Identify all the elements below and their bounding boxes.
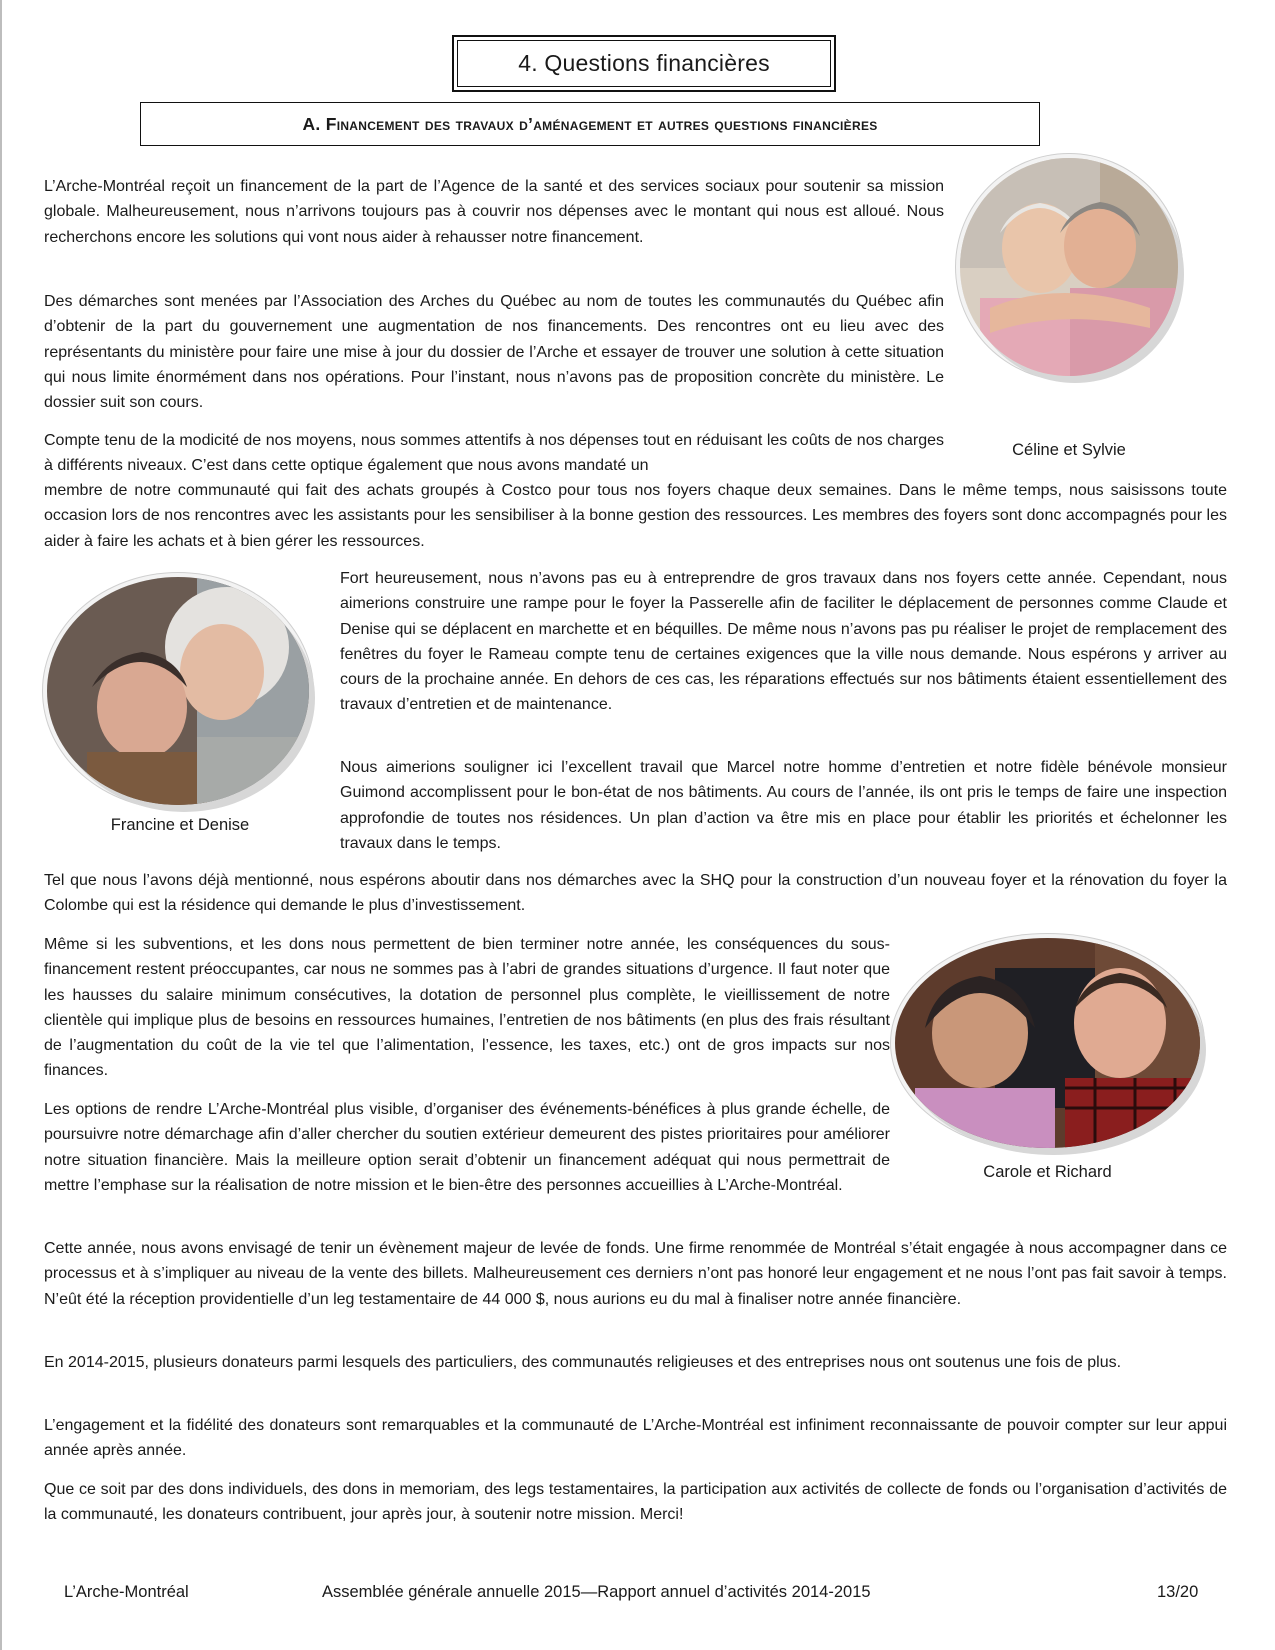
paragraph-7: Même si les subventions, et les dons nous permettent de bien terminer notre année, les conséquences du sous-financement restent préoccupantes, car nous ne sommes pas à l’abri de grandes situations d’urgence. Il faut noter que les hausses du salaire minimum consécutives, la dotation de personnel plus complète, le vieillissement de notre clientèle qui implique plus de besoins en ressources humaines, l’entretien de nos bâtiments (en plus des frais résultant de l’augmentation du coût de la vie tel que l’alimentation, l’essence, les taxes, etc.) ont de gros impacts sur nos finances. <box>44 936 890 1080</box>
caption-francine-denise: Francine et Denise <box>110 816 250 834</box>
subsection-title: A. Financement des travaux d’aménagement et autres questions financières <box>140 102 1040 146</box>
paragraph-2: Des démarches sont menées par l’Association des Arches du Québec au nom de toutes les communautés du Québec afin d’obtenir de la part du gouvernement une augmentation de nos financements. Des rencontres ont eu lieu avec des représentants du ministère pour faire une mise à jour du dossier de l’Arche et essayer de trouver une solution à cette situation qui nous limite énormément dans nos opérations. Pour l’instant, nous n’avons pas de proposition concrète du ministère. Le dossier suit son cours. <box>44 293 944 412</box>
section-title-box <box>452 35 836 92</box>
paragraph-4: Fort heureusement, nous n’avons pas eu à entreprendre de gros travaux dans nos foyers cette année. Cependant, nous aimerions construire une rampe pour le foyer la Passerelle afin de faciliter le déplacement de personnes comme Claude et Denise qui se déplacent en marchette et en béquilles. De même nous n’avons pas pu réaliser le projet de remplacement des fenêtres du foyer le Rameau compte tenu de certaines exigences que la ville nous demande. Nous espérons y arriver au cours de la prochaine année. En dehors de ces cas, les réparations effectués sur nos bâtiments étaient essentiellement des travaux d’entretien et de maintenance. <box>340 570 1227 714</box>
caption-celine-sylvie: Céline et Sylvie <box>1012 441 1126 459</box>
paragraph-10: En 2014-2015, plusieurs donateurs parmi lesquels des particuliers, des communautés religieuses et des entreprises nous ont soutenus une fois de plus. <box>44 1354 1122 1371</box>
paragraph-3b: membre de notre communauté qui fait des achats groupés à Costco pour tous nos foyers chaque deux semaines. Dans le même temps, nous saisissons toute occasion lors de nos rencontres avec les assistants pour les sensibiliser à la bonne gestion des ressources. Les membres des foyers sont donc accompagnés pour les aider à faire les achats et à bien gérer les ressources. <box>44 482 1227 550</box>
paragraph-8: Les options de rendre L’Arche-Montréal plus visible, d’organiser des événements-bénéfices à plus grande échelle, de poursuivre notre démarchage afin d’aller chercher du soutien extérieur demeurent des pistes prioritaires pour améliorer notre situation financière. Mais la meilleure option serait d’obtenir un financement adéquat qui nous permettrait de mettre l’emphase sur la réalisation de notre mission et le bien-être des personnes accueillies à L’Arche-Montréal. <box>44 1101 890 1194</box>
section-title: 4. Questions financières <box>457 40 831 87</box>
footer-page-number: 13/20 <box>1157 1583 1199 1601</box>
caption-carole-richard: Carole et Richard <box>983 1163 1112 1181</box>
photo-celine-sylvie <box>960 158 1178 376</box>
paragraph-5: Nous aimerions souligner ici l’excellent travail que Marcel notre homme d’entretien et notre fidèle bénévole monsieur Guimond accomplissent pour le bon-état de nos bâtiments. Au cours de l’année, ils ont pris le temps de faire une inspection approfondie de toutes nos résidences. Un plan d’action va être mis en place pour établir les priorités et échelonner les travaux dans le temps. <box>340 759 1227 852</box>
paragraph-12: Que ce soit par des dons individuels, des dons in memoriam, des legs testamentaires, la participation aux activités de collecte de fonds ou l’organisation d’activités de la communauté, les donateurs contribuent, jour après jour, à soutenir notre mission. Merci! <box>44 1481 1227 1524</box>
photo-carole-richard <box>895 938 1200 1148</box>
footer-organization: L’Arche-Montréal <box>64 1583 189 1601</box>
page-edge <box>0 0 2 1650</box>
paragraph-11: L’engagement et la fidélité des donateurs sont remarquables et la communauté de L’Arche-Montréal est infiniment reconnaissante de pouvoir compter sur leur appui année après année. <box>44 1417 1227 1460</box>
paragraph-9: Cette année, nous avons envisagé de tenir un évènement majeur de levée de fonds. Une firme renommée de Montréal s’était engagée à nous accompagner dans ce processus et à s’impliquer au niveau de la vente des billets. Malheureusement ces derniers n’ont pas honoré leur engagement et ne nous l’ont pas fait savoir à temps. N’eût été la réception providentielle d’un leg testamentaire de 44 000 $, nous aurions eu du mal à finaliser notre année financière. <box>44 1240 1227 1308</box>
footer-report-title: Assemblée générale annuelle 2015—Rapport annuel d’activités 2014-2015 <box>322 1583 871 1601</box>
paragraph-1: L’Arche-Montréal reçoit un financement de la part de l’Agence de la santé et des services sociaux pour soutenir sa mission globale. Malheureusement, nous n’arrivons toujours pas à couvrir nos dépenses avec le montant qui nous est alloué. Nous recherchons encore les solutions qui vont nous aider à rehausser notre financement. <box>44 178 944 246</box>
photo-francine-denise <box>47 577 309 805</box>
paragraph-6: Tel que nous l’avons déjà mentionné, nous espérons aboutir dans nos démarches avec la SHQ pour la construction d’un nouveau foyer et la rénovation du foyer la Colombe qui est la résidence qui demande le plus d’investissement. <box>44 872 1227 915</box>
paragraph-3a: Compte tenu de la modicité de nos moyens, nous sommes attentifs à nos dépenses tout en réduisant les coûts de nos charges à différents niveaux. C’est dans cette optique également que nous avons mandaté un <box>44 432 944 475</box>
